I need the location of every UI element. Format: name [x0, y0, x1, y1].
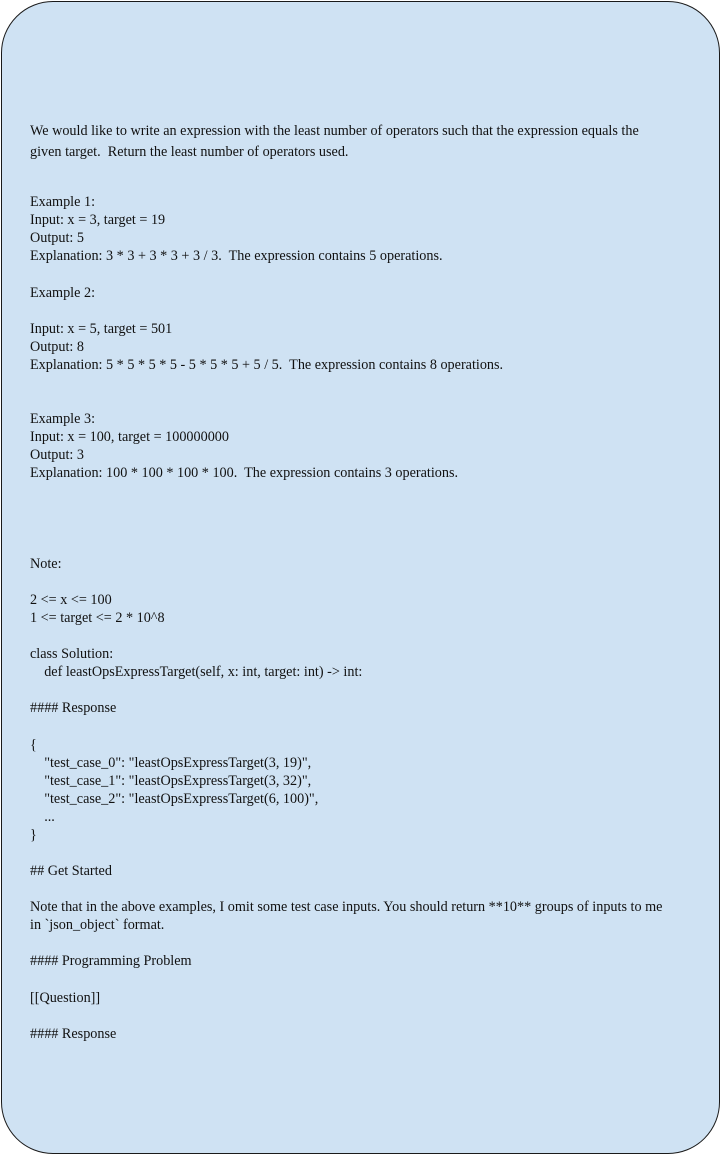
- prompt-card: [1, 1, 720, 1154]
- json-test-case-2: "test_case_2": "leastOpsExpressTarget(6, 100)",: [30, 791, 319, 807]
- example-2-title: Example 2:: [30, 285, 96, 301]
- code-class-line: class Solution:: [30, 646, 114, 662]
- note-title: Note:: [30, 556, 62, 572]
- note-constraint-target: 1 <= target <= 2 * 10^8: [30, 610, 165, 626]
- example-3-input: Input: x = 100, target = 100000000: [30, 429, 229, 445]
- json-ellipsis: ...: [30, 809, 55, 825]
- example-3-output: Output: 3: [30, 447, 84, 463]
- example-1-explanation: Explanation: 3 * 3 + 3 * 3 + 3 / 3. The expression contains 5 operations.: [30, 248, 443, 264]
- example-1-output: Output: 5: [30, 230, 84, 246]
- question-placeholder: [[Question]]: [30, 990, 101, 1006]
- example-2-input: Input: x = 5, target = 501: [30, 321, 173, 337]
- programming-problem-heading: #### Programming Problem: [30, 953, 192, 969]
- get-started-line-1: Note that in the above examples, I omit some test case inputs. You should return **10** groups of inputs to me: [30, 899, 663, 915]
- code-def-line: def leastOpsExpressTarget(self, x: int, target: int) -> int:: [30, 664, 363, 680]
- example-1-input: Input: x = 3, target = 19: [30, 212, 166, 228]
- note-constraint-x: 2 <= x <= 100: [30, 592, 112, 608]
- get-started-line-2: in `json_object` format.: [30, 917, 165, 933]
- json-test-case-1: "test_case_1": "leastOpsExpressTarget(3, 32)",: [30, 773, 312, 789]
- intro-line-2: given target. Return the least number of operators used.: [30, 144, 349, 160]
- intro-line-1: We would like to write an expression with the least number of operators such that the expression equals the: [30, 123, 639, 139]
- json-open-brace: {: [30, 737, 37, 753]
- example-2-explanation: Explanation: 5 * 5 * 5 * 5 - 5 * 5 * 5 + 5 / 5. The expression contains 8 operations.: [30, 357, 504, 373]
- json-close-brace: }: [30, 827, 37, 843]
- final-response-heading: #### Response: [30, 1026, 117, 1042]
- get-started-heading: ## Get Started: [30, 863, 112, 879]
- example-2-output: Output: 8: [30, 339, 84, 355]
- example-1-title: Example 1:: [30, 194, 96, 210]
- example-3-explanation: Explanation: 100 * 100 * 100 * 100. The expression contains 3 operations.: [30, 465, 459, 481]
- example-3-title: Example 3:: [30, 411, 96, 427]
- response-heading: #### Response: [30, 700, 117, 716]
- json-test-case-0: "test_case_0": "leastOpsExpressTarget(3, 19)",: [30, 755, 312, 771]
